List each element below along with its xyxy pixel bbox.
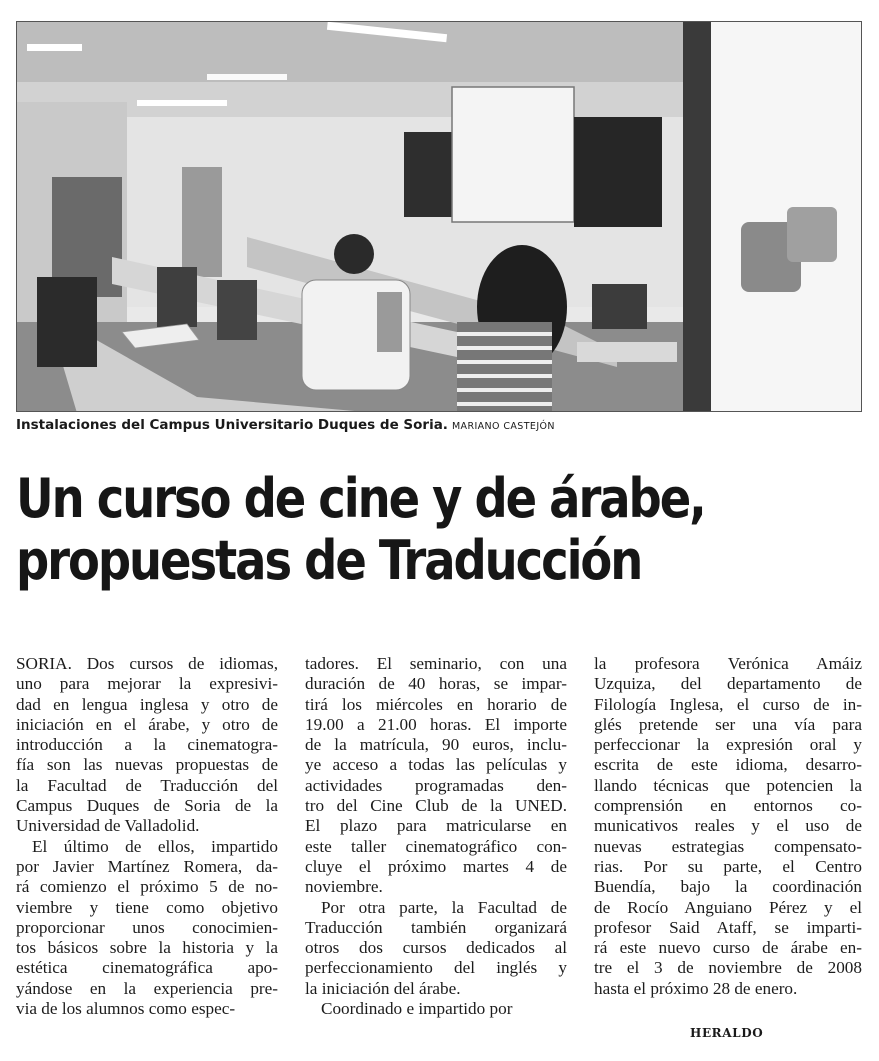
article-line: de Rocío Anguiano Pérez y el — [594, 897, 862, 917]
article-line: tirá los miércoles en horario de — [305, 694, 567, 714]
article-line: uno para mejorar la expresivi- — [16, 674, 278, 694]
article-line: introducción a la cinematogra- — [16, 735, 278, 755]
article-line: hasta el próximo 28 de enero. — [594, 978, 798, 998]
article-line: Universidad de Valladolid. — [16, 816, 200, 836]
article-line: tro del Cine Club de la UNED. — [305, 796, 567, 816]
article-line: estética cinematográfica apo- — [16, 958, 278, 978]
article-line: yándose en la experiencia pre- — [16, 978, 278, 998]
article-column-3 — [594, 654, 862, 999]
article-line: dad en lengua inglesa y otro de — [16, 694, 278, 714]
article-line: rias. Por su parte, el Centro — [594, 856, 862, 876]
article-line: fía son las nuevas propuestas de — [16, 755, 278, 775]
newspaper-signature: HERALDO — [690, 1026, 764, 1040]
article-line: tre el 3 de noviembre de 2008 — [594, 958, 862, 978]
article-line: viembre y tiene como objetivo — [16, 897, 278, 917]
photo-credit: MARIANO CASTEJÓN — [451, 421, 555, 432]
article-line: perfeccionamiento del inglés y — [305, 958, 567, 978]
article-line: glés pretende ser una vía para — [594, 714, 862, 734]
article-line: actividades programadas den- — [305, 775, 567, 795]
article-line: comprensión en entornos co- — [594, 796, 862, 816]
article-line: iniciación en el árabe, y otro de — [16, 714, 278, 734]
article-line: la profesora Verónica Amáiz — [594, 654, 862, 673]
classroom-photo-illustration — [17, 22, 862, 412]
article-line: Campus Duques de Soria de la — [16, 796, 278, 816]
article-line: Traducción también organizará — [305, 917, 567, 937]
article-line: El plazo para matricularse en — [305, 816, 567, 836]
article-line: escrita de este idioma, desarro- — [594, 755, 862, 775]
article-line: tadores. El seminario, con una — [305, 654, 567, 673]
article-line: 19.00 a 21.00 horas. El importe — [305, 714, 567, 734]
headline-line-2: propuestas de Traducción — [16, 529, 642, 592]
article-line: perfeccionar la expresión oral y — [594, 735, 862, 755]
article-line: por Javier Martínez Romera, da- — [16, 856, 278, 876]
article-line: este taller cinematográfico con- — [305, 836, 567, 856]
article-line: ye acceso a todas las películas y — [305, 755, 567, 775]
article-line: Por otra parte, la Facultad de — [321, 897, 567, 917]
article-line: Uzquiza, del departamento de — [594, 674, 862, 694]
article-headline — [16, 468, 747, 592]
article-line: duración de 40 horas, se impar- — [305, 674, 567, 694]
classroom-photo — [16, 21, 862, 412]
article-line: SORIA. Dos cursos de idiomas, — [16, 654, 278, 673]
article-line: rá este nuevo curso de árabe en- — [594, 938, 862, 958]
article-line: la Facultad de Traducción del — [16, 775, 278, 795]
article-line: llando técnicas que potencien la — [594, 775, 862, 795]
article-line: profesor Said Ataff, se imparti- — [594, 917, 862, 937]
headline-line-1: Un curso de cine y de árabe, — [16, 467, 705, 530]
article-line: la iniciación del árabe. — [305, 978, 461, 998]
article-line: El último de ellos, impartido — [32, 836, 278, 856]
article-line: Buendía, bajo la coordinación — [594, 877, 862, 897]
article-line: noviembre. — [305, 877, 383, 897]
article-line: de la matrícula, 90 euros, inclu- — [305, 735, 567, 755]
article-line: municativos reales y el uso de — [594, 816, 862, 836]
caption-text: Instalaciones del Campus Universitario Duques de Soria. — [16, 417, 448, 433]
article-line: Filología Inglesa, el curso de in- — [594, 694, 862, 714]
article-column-1 — [16, 654, 278, 1019]
article-line: tos básicos sobre la historia y la — [16, 938, 278, 958]
article-column-2 — [305, 654, 567, 1019]
article-line: Coordinado e impartido por — [321, 999, 513, 1019]
article-line: via de los alumnos como espec- — [16, 999, 236, 1019]
article-line: nuevas estrategias compensato- — [594, 836, 862, 856]
article-line: rá comienzo el próximo 5 de no- — [16, 877, 278, 897]
article-line: cluye el próximo martes 4 de — [305, 856, 567, 876]
photo-caption — [16, 417, 862, 433]
article-line: proporcionar unos conocimien- — [16, 917, 278, 937]
article-line: otros dos cursos dedicados al — [305, 938, 567, 958]
